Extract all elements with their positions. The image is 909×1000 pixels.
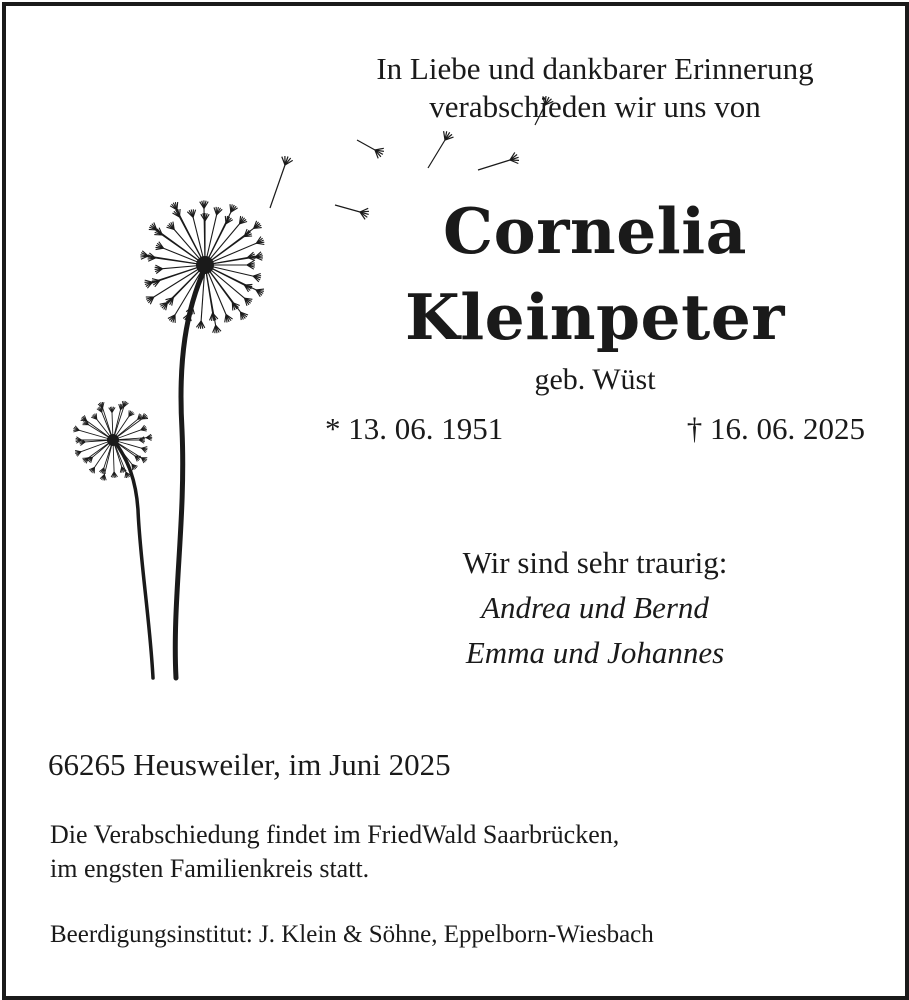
intro-line-2: verabschieden wir uns von [429,89,761,124]
mourner-name: Andrea und Bernd [481,590,709,625]
birth-date: * 13. 06. 1951 [325,411,504,446]
ceremony-notice [50,818,619,886]
intro-line-1: In Liebe und dankbarer Erinnerung [376,51,814,86]
maiden-name: geb. Wüst [534,363,656,396]
intro-text [300,50,890,126]
mourners-lead: Wir sind sehr traurig: [462,545,728,580]
last-name: Kleinpeter [404,280,786,354]
first-name: Cornelia [443,194,747,268]
death-date: † 16. 06. 2025 [686,411,865,446]
funeral-home: Beerdigungsinstitut: J. Klein & Söhne, Eppelborn-Wiesbach [50,921,654,948]
place-date: 66265 Heusweiler, im Juni 2025 [48,747,451,782]
deceased-name [300,188,890,360]
notice-line-2: im engsten Familienkreis statt. [50,854,370,883]
notice-line-1: Die Verabschiedung findet im FriedWald Saarbrücken, [50,820,620,849]
mourners-block [300,540,890,675]
mourner-name: Emma und Johannes [465,635,725,670]
